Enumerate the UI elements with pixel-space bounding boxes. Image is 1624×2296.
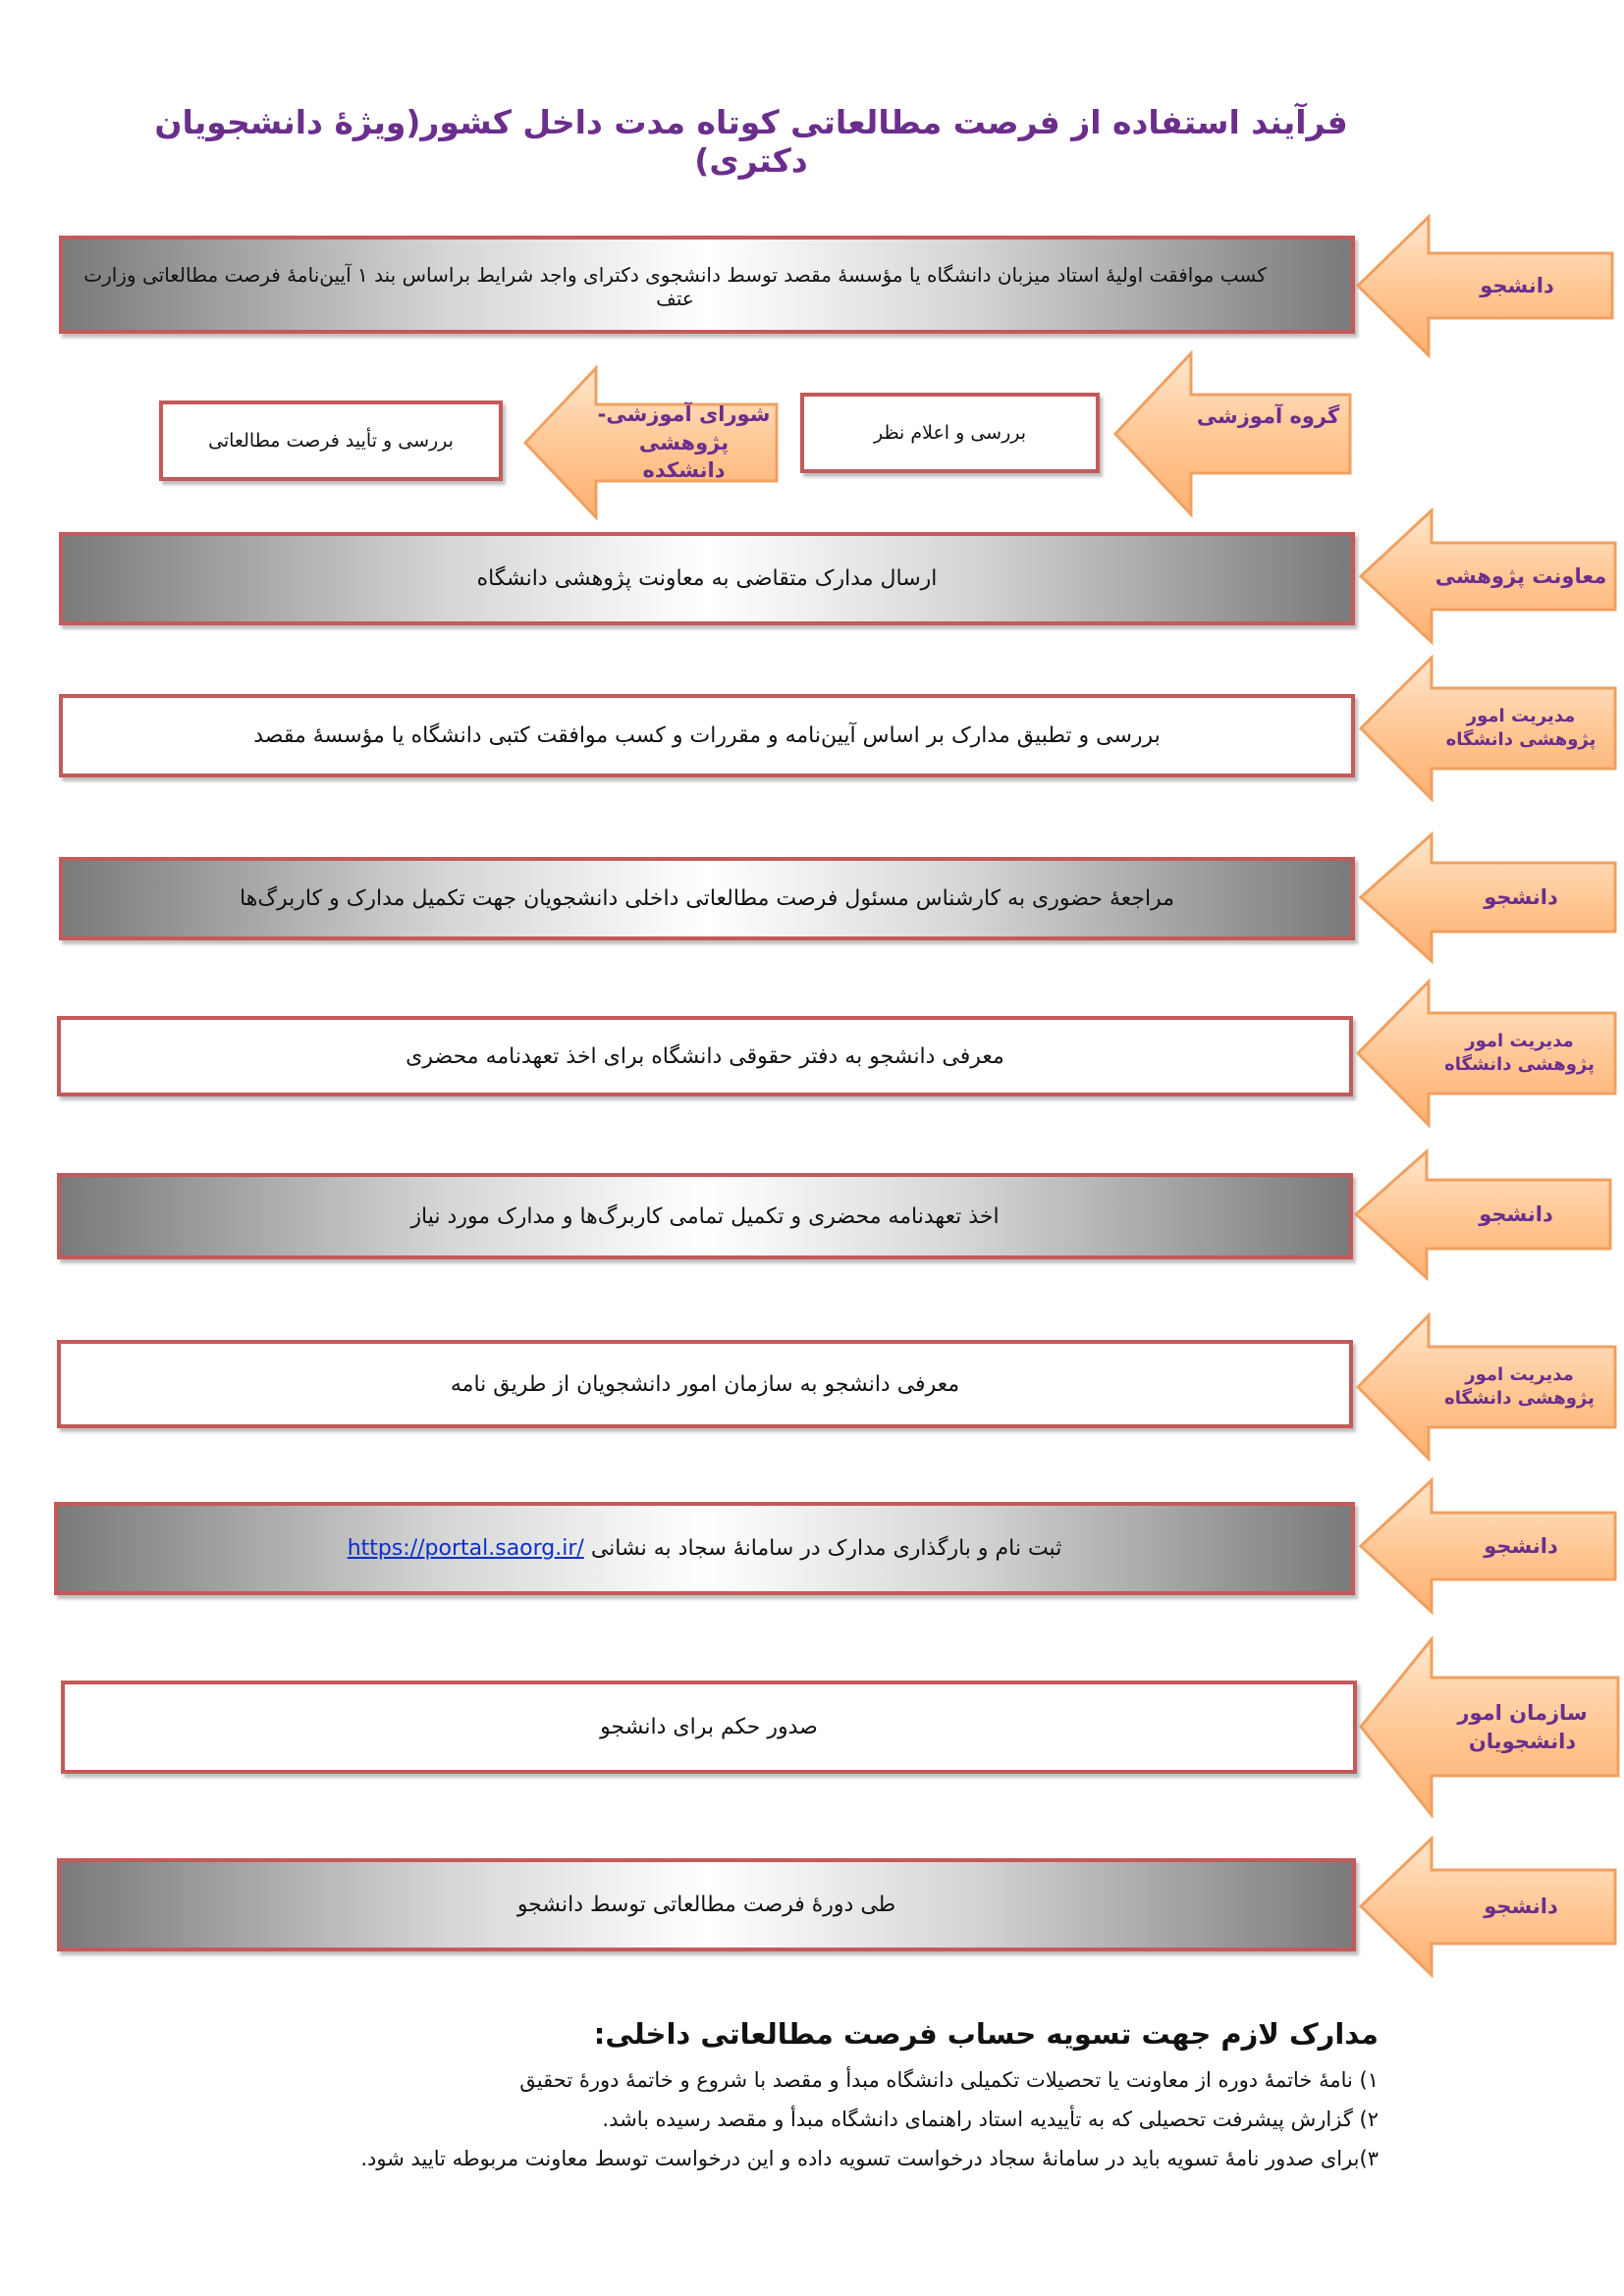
- required-document-item: ۲) گزارش پیشرفت تحصیلی که به تأییدیه استاد راهنمای دانشگاه مبدأ و مقصد رسیده باشد.: [602, 2108, 1379, 2131]
- step-11-actor-arrow: [1358, 1836, 1618, 1978]
- step-3-box: [59, 532, 1355, 625]
- step-9-text: ثبت نام و بارگذاری مدارک در سامانۀ سجاد به نشانی: [590, 1536, 1062, 1561]
- step-11-actor: دانشجو: [1484, 1895, 1558, 1919]
- step-1-actor: دانشجو: [1480, 274, 1554, 298]
- step-8-actor: مدیریت امور پژوهشی دانشگاه: [1444, 1363, 1595, 1409]
- step-2-text-2: بررسی و تأیید فرصت مطالعاتی: [208, 430, 454, 452]
- page-title: فرآیند استفاده از فرصت مطالعاتی کوتاه مدت داخل کشور(ویژۀ دانشجویان دکتری): [154, 103, 1348, 180]
- step-2-council-arrow: [522, 365, 780, 520]
- step-5-actor-arrow: [1358, 831, 1618, 964]
- step-8-text: معرفی دانشجو به سازمان امور دانشجویان از طریق نامه: [450, 1371, 960, 1397]
- step-5-actor: دانشجو: [1484, 885, 1558, 910]
- step-9-box: [54, 1502, 1355, 1595]
- step-8-box: [57, 1340, 1353, 1428]
- step-3-actor: معاونت پژوهشی: [1435, 563, 1607, 588]
- step-1-text: کسب موافقت اولیۀ استاد میزبان دانشگاه یا مؤسسۀ مقصد توسط دانشجوی دکترای واجد شرایط براساس بند ۱ آیین‌نامۀ فرصت مطالعاتی وزارت عتف: [83, 263, 1267, 310]
- sajad-portal-link[interactable]: https://portal.saorg.ir/: [347, 1536, 584, 1561]
- step-9-actor: دانشجو: [1484, 1533, 1558, 1558]
- step-3-text: ارسال مدارک متقاضی به معاونت پژوهشی دانشگاه: [476, 566, 938, 591]
- step-10-box: [61, 1681, 1357, 1774]
- step-7-actor: دانشجو: [1479, 1202, 1553, 1227]
- step-5-text: مراجعۀ حضوری به کارشناس مسئول فرصت مطالعاتی داخلی دانشجویان جهت تکمیل مدارک و کاربرگ‌ها: [240, 886, 1174, 911]
- required-document-item: ۱) نامۀ خاتمۀ دوره از معاونت یا تحصیلات تکمیلی دانشگاه مبدأ و مقصد با شروع و خاتمۀ دورۀ تحقیق: [519, 2068, 1379, 2092]
- step-2-box-review: [800, 393, 1100, 473]
- step-1-actor-arrow: [1355, 214, 1615, 358]
- step-4-text: بررسی و تطبیق مدارک بر اساس آیین‌نامه و مقررات و کسب موافقت کتبی دانشگاه یا مؤسسۀ مقصد: [253, 723, 1161, 748]
- step-7-text: اخذ تعهدنامه محضری و تکمیل تمامی کاربرگ‌ها و مدارک مورد نیاز: [410, 1203, 1000, 1229]
- step-2-actor-arrow: [1112, 350, 1353, 517]
- step-2-box-approve: [159, 400, 503, 481]
- step-2-text: بررسی و اعلام نظر: [873, 422, 1027, 444]
- step-9-content: [348, 1536, 1062, 1561]
- step-7-box: [57, 1173, 1353, 1259]
- required-document-item: ۳)برای صدور نامۀ تسویه باید در سامانۀ سجاد درخواست تسویه داده و این درخواست توسط معاونت مربوطه تایید شود.: [360, 2147, 1379, 2170]
- step-3-actor-arrow: [1358, 507, 1618, 645]
- step-10-actor-arrow: [1358, 1636, 1621, 1818]
- step-10-actor: سازمان امور دانشجویان: [1457, 1701, 1588, 1753]
- step-2-actor-2: شورای آموزشی- پژوهشی دانشکده: [597, 402, 771, 483]
- step-11-text: طی دورۀ فرصت مطالعاتی توسط دانشجو: [516, 1893, 896, 1917]
- required-documents-section: [249, 2017, 1379, 2186]
- step-4-actor: مدیریت امور پژوهشی دانشگاه: [1445, 705, 1597, 750]
- step-2-actor: گروه آموزشی: [1196, 404, 1340, 429]
- step-11-box: [57, 1858, 1356, 1951]
- step-9-actor-arrow: [1358, 1477, 1618, 1615]
- step-5-box: [59, 857, 1355, 940]
- step-6-box: [57, 1016, 1353, 1096]
- required-documents-heading: مدارک لازم جهت تسویه حساب فرصت مطالعاتی داخلی:: [593, 2017, 1379, 2051]
- step-6-actor: مدیریت امور پژوهشی دانشگاه: [1444, 1030, 1595, 1075]
- step-10-text: صدور حکم برای دانشجو: [600, 1715, 818, 1739]
- step-4-actor-arrow: [1358, 655, 1618, 802]
- step-6-actor-arrow: [1355, 979, 1618, 1128]
- step-4-box: [59, 694, 1355, 777]
- step-6-text: معرفی دانشجو به دفتر حقوقی دانشگاه برای اخذ تعهدنامه محضری: [406, 1043, 1004, 1069]
- step-1-box: [59, 236, 1355, 334]
- step-7-actor-arrow: [1353, 1148, 1613, 1281]
- step-8-actor-arrow: [1355, 1312, 1618, 1462]
